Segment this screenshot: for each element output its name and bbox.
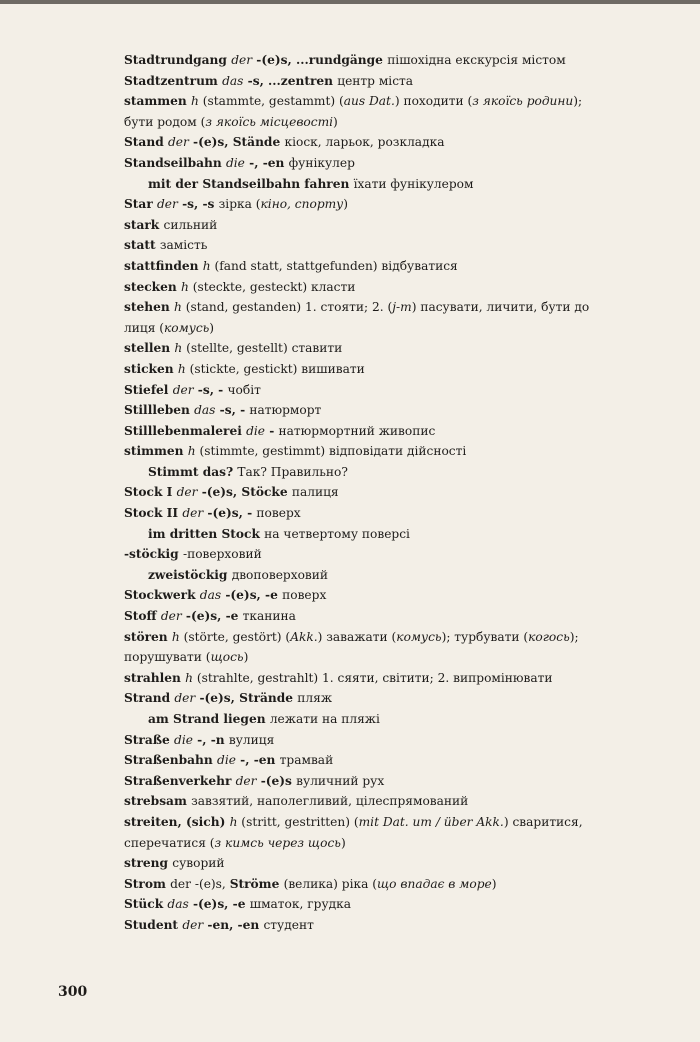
entry-headword: -(e)s, - — [203, 506, 257, 521]
entry-grammar-note: кіно, спорту — [260, 197, 344, 212]
entry-grammar-note: h — [187, 444, 196, 459]
dictionary-entry — [124, 482, 612, 503]
entry-headword: Stadtrundgang — [124, 53, 232, 67]
entry-headword: am Strand liegen — [148, 712, 270, 726]
entry-translation: ) — [333, 114, 338, 129]
entry-headword: Star — [124, 197, 157, 212]
entry-headword: strahlen — [124, 670, 186, 685]
entry-headword: -(e)s, Strände — [195, 691, 298, 706]
entry-grammar-note: когось — [528, 629, 570, 644]
entry-headword: -(e)s, -e — [221, 588, 283, 603]
entry-grammar-note: з якоїсь родини — [472, 94, 574, 109]
entry-grammar-note: h — [171, 629, 180, 644]
entry-translation: (stammte, gestammt) ( — [198, 94, 344, 109]
entry-translation: сильний — [163, 217, 218, 232]
entry-grammar-note: h — [191, 94, 199, 109]
entry-translation: Так? Правильно? — [237, 464, 348, 479]
dictionary-entry — [124, 194, 612, 215]
entry-grammar-note: der — [167, 135, 189, 150]
entry-grammar-note: комусь — [164, 320, 210, 335]
entry-translation: кіоск, ларьок, розкладка — [284, 135, 445, 150]
entry-translation: на четвертому поверсі — [264, 526, 410, 541]
entry-headword: im dritten Stock — [148, 526, 265, 541]
entry-headword: Stoff — [124, 609, 161, 624]
entry-headword: Stockwerk — [124, 588, 200, 603]
entry-headword: -(e)s, Stände — [188, 135, 285, 150]
entry-translation: суворий — [172, 856, 225, 871]
entry-translation: замість — [159, 238, 208, 253]
dictionary-entry — [124, 750, 612, 771]
entry-headword: -en, -en — [203, 917, 264, 932]
entry-translation: ) заважати ( — [317, 629, 397, 644]
dictionary-subentry — [124, 565, 612, 586]
entry-grammar-note: die — [217, 753, 236, 768]
entry-grammar-note: h — [185, 670, 194, 685]
entry-grammar-note: der — [176, 485, 198, 500]
dictionary-entry — [124, 688, 612, 709]
page-number: 300 — [58, 984, 88, 1000]
entry-grammar-note: das — [194, 403, 216, 418]
dictionary-entry — [124, 791, 612, 812]
entry-translation: (steckte, gesteckt) класти — [188, 279, 356, 294]
entry-grammar-note: Akk. — [290, 629, 318, 644]
entry-headword: -s, -s — [177, 197, 219, 212]
entry-translation: поверх — [256, 506, 301, 521]
entry-headword: -(e)s, -e — [188, 897, 250, 912]
dictionary-subentry — [124, 174, 612, 195]
entry-headword: Stilllebenmalerei — [124, 423, 247, 438]
dictionary-entry — [124, 297, 612, 338]
dictionary-entry — [124, 585, 612, 606]
dictionary-entry — [124, 730, 612, 751]
entry-translation: ) пасувати, личити, бути до лиця ( — [124, 300, 590, 335]
entry-headword: -(e)s — [256, 773, 297, 788]
entry-grammar-note: щось — [210, 650, 244, 665]
entry-grammar-note: das — [167, 897, 189, 912]
dictionary-entry — [124, 503, 612, 524]
entry-translation: (stimmte, gestimmt) відповідати дійсності — [195, 444, 467, 459]
entry-translation: пляж — [297, 691, 333, 706]
entry-translation: ) — [209, 320, 215, 335]
entry-headword: -(e)s, ...rundgänge — [252, 53, 388, 67]
entry-grammar-note: der — [235, 773, 257, 788]
entry-headword: stimmen — [124, 444, 188, 459]
entry-headword: zweistöckig — [148, 567, 232, 582]
entry-grammar-note: aus Dat. — [343, 94, 395, 109]
entry-headword: Stadtzentrum — [124, 73, 223, 88]
dictionary-entry — [124, 421, 612, 442]
dictionary-subentry — [124, 524, 612, 545]
entry-grammar-note: з якоїсь місцевості — [205, 114, 334, 129]
entry-grammar-note: h — [173, 300, 182, 315]
entry-headword: streng — [124, 856, 173, 871]
dictionary-entry — [124, 874, 612, 895]
dictionary-entry — [124, 277, 612, 298]
entry-translation: центр міста — [337, 73, 414, 88]
entry-translation: чобіт — [227, 382, 261, 397]
entry-translation: ); бути родом ( — [124, 94, 583, 129]
entry-grammar-note: die — [246, 423, 265, 438]
entry-headword: -(e)s, Stöcke — [197, 485, 292, 500]
entry-grammar-note: mit Dat. um / über Akk. — [358, 814, 504, 829]
entry-headword: Stock I — [124, 485, 177, 500]
entry-headword: -s, - — [215, 403, 250, 418]
entry-grammar-note: з кимсь через щось — [214, 835, 341, 850]
entry-grammar-note: der — [172, 382, 194, 397]
entry-headword: mit der Standseilbahn fahren — [148, 176, 354, 191]
entry-translation: фунікулер — [288, 155, 355, 170]
entry-headword: -stöckig — [124, 547, 183, 562]
entry-headword: -(e)s, -e — [181, 609, 243, 624]
entry-translation: їхати фунікулером — [353, 176, 474, 191]
entry-grammar-note: комусь — [396, 629, 442, 644]
entry-grammar-note: das — [222, 73, 244, 88]
entry-headword: Stand — [124, 135, 168, 150]
entry-grammar-note: der — [231, 53, 253, 67]
entry-headword: Straßenbahn — [124, 753, 218, 768]
entry-headword: Student — [124, 917, 183, 932]
entry-translation: (fand statt, stattgefunden) відбуватися — [210, 258, 458, 273]
entry-headword: Stimmt das? — [148, 464, 238, 479]
entry-grammar-note: das — [199, 588, 222, 603]
page-top-edge — [0, 0, 700, 4]
dictionary-entry — [124, 400, 612, 421]
entry-translation: ); турбувати ( — [441, 629, 529, 644]
entry-grammar-note: h — [229, 814, 238, 829]
dictionary-entry — [124, 853, 612, 874]
entry-grammar-note: j-m — [392, 300, 412, 315]
entry-translation: тканина — [242, 609, 296, 624]
dictionary-entry — [124, 627, 612, 668]
entry-headword: sticken — [124, 361, 178, 376]
entry-headword: Stück — [124, 897, 168, 912]
dictionary-entry — [124, 668, 612, 689]
dictionary-page — [124, 50, 612, 936]
dictionary-entry — [124, 153, 612, 174]
entry-headword: - — [265, 423, 279, 438]
entry-translation: шматок, грудка — [249, 897, 352, 912]
entry-translation: вуличний рух — [296, 773, 385, 788]
entry-headword: Stiefel — [124, 382, 173, 397]
dictionary-entry — [124, 915, 612, 936]
entry-translation: (strahlte, gestrahlt) 1. сяяти, світити; 2. випромінювати — [193, 670, 553, 685]
dictionary-subentry — [124, 709, 612, 730]
dictionary-entry — [124, 235, 612, 256]
entry-translation: ) походити ( — [394, 94, 473, 109]
entry-headword: -s, ...zentren — [243, 73, 338, 88]
entry-headword: Stillleben — [124, 403, 195, 418]
entry-headword: stattfinden — [124, 258, 203, 273]
entry-headword: stammen — [124, 94, 192, 109]
entry-grammar-note: що впадає в море — [376, 876, 492, 891]
entry-headword: streiten, (sich) — [124, 814, 230, 829]
entry-headword: -, -en — [235, 753, 280, 768]
entry-translation: пішохідна екскурсія містом — [387, 53, 566, 67]
entry-translation: трамвай — [279, 753, 334, 768]
entry-translation: ) — [340, 835, 346, 850]
dictionary-entry — [124, 338, 612, 359]
entry-translation: ) сваритися, сперечатися ( — [124, 814, 583, 850]
entry-headword: stören — [124, 629, 172, 644]
entry-translation: двоповерховий — [231, 567, 329, 582]
entry-headword: stehen — [124, 300, 174, 315]
entry-translation: ) — [343, 197, 349, 212]
dictionary-entry — [124, 50, 612, 71]
dictionary-entry — [124, 380, 612, 401]
entry-grammar-note: der — [182, 506, 204, 521]
entry-grammar-note: die — [225, 155, 245, 170]
entry-headword: -, -en — [244, 155, 289, 170]
dictionary-entry — [124, 544, 612, 565]
entry-translation: (stickte, gestickt) вишивати — [185, 361, 365, 376]
entry-headword: Standseilbahn — [124, 155, 226, 170]
entry-grammar-note: h — [180, 279, 189, 294]
entry-headword: Strand — [124, 691, 175, 706]
dictionary-entry — [124, 132, 612, 153]
entry-grammar-note: der — [157, 197, 178, 212]
entry-grammar-note: h — [174, 341, 183, 356]
entry-headword: strebsam — [124, 794, 192, 809]
entry-grammar-note: h — [202, 258, 211, 273]
entry-translation: палиця — [291, 485, 339, 500]
entry-translation: завзятий, наполегливий, цілеспрямований — [191, 794, 469, 809]
entry-translation: ); порушувати ( — [124, 629, 579, 665]
dictionary-entry — [124, 894, 612, 915]
entry-headword: stark — [124, 217, 164, 232]
dictionary-entry — [124, 606, 612, 627]
dictionary-subentry — [124, 462, 612, 483]
entry-translation: (stritt, gestritten) ( — [237, 814, 359, 829]
dictionary-entry — [124, 771, 612, 792]
dictionary-entry — [124, 215, 612, 236]
entry-translation: ) — [243, 650, 249, 665]
entry-translation: натюрмортний живопис — [278, 423, 436, 438]
entry-translation: ) — [491, 876, 497, 891]
entry-grammar-note: die — [174, 732, 193, 747]
entry-translation: (störte, gestört) ( — [179, 629, 291, 644]
entry-grammar-note: h — [177, 361, 186, 376]
dictionary-entry — [124, 71, 612, 92]
entry-headword: Straße — [124, 732, 175, 747]
dictionary-entry — [124, 812, 612, 853]
entry-translation: -поверховий — [182, 547, 262, 562]
entry-headword: stecken — [124, 279, 181, 294]
entry-translation: der -(e)s, — [170, 876, 230, 891]
entry-translation: студент — [263, 917, 314, 932]
entry-headword: -s, - — [193, 382, 228, 397]
entry-translation: вулиця — [228, 732, 275, 747]
dictionary-entry — [124, 91, 612, 132]
entry-grammar-note: der — [182, 917, 204, 932]
dictionary-entry — [124, 256, 612, 277]
entry-grammar-note: der — [174, 691, 196, 706]
entry-translation: (stellte, gestellt) ставити — [182, 341, 343, 356]
dictionary-entry — [124, 441, 612, 462]
entry-headword: Stock II — [124, 506, 183, 521]
entry-headword: statt — [124, 238, 160, 253]
entry-grammar-note: der — [160, 609, 182, 624]
dictionary-entry — [124, 359, 612, 380]
entry-headword: Strom — [124, 876, 171, 891]
entry-headword: Ströme — [229, 876, 284, 891]
entry-headword: Straßenverkehr — [124, 773, 236, 788]
entry-translation: (велика) ріка ( — [283, 876, 377, 891]
entry-translation: лежати на пляжі — [269, 712, 380, 726]
entry-headword: -, -n — [192, 732, 229, 747]
entry-translation: зірка ( — [218, 197, 261, 212]
entry-translation: поверх — [282, 588, 327, 603]
entry-translation: натюрморт — [249, 403, 322, 418]
entry-headword: stellen — [124, 341, 175, 356]
entry-translation: (stand, gestanden) 1. стояти; 2. ( — [181, 300, 393, 315]
